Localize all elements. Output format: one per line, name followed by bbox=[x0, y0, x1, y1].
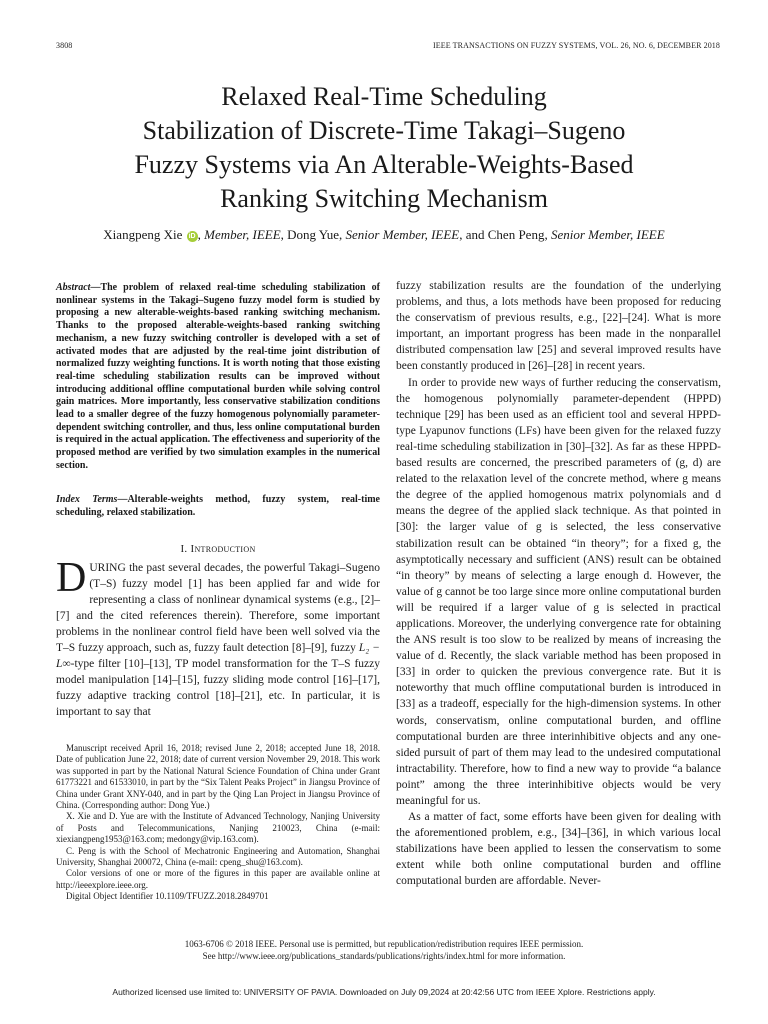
intro-math: L₂ − L∞ bbox=[56, 642, 380, 670]
abstract bbox=[56, 282, 380, 473]
author-1-role: Member, IEEE bbox=[204, 227, 281, 242]
author-sep-1: , bbox=[197, 227, 205, 242]
footnote-affiliation-1: X. Xie and D. Yue are with the Institute of Advanced Technology, Nanjing University of Posts and Telecommunications, Nanjing 210023, China (e-mail: xiexiangpeng1953@163.com; medongy@vip.163.com). bbox=[56, 811, 380, 845]
intro-first-word: URING bbox=[89, 562, 126, 574]
orcid-icon[interactable]: iD bbox=[188, 233, 196, 240]
author-2-name: Dong Yue bbox=[287, 227, 340, 242]
author-3-name: Chen Peng bbox=[487, 227, 545, 242]
index-terms bbox=[56, 494, 380, 519]
author-sep-2: , bbox=[280, 227, 288, 242]
footnote-doi: Digital Object Identifier 10.1109/TFUZZ.2018.2849701 bbox=[66, 891, 269, 902]
index-terms-lead: Index Terms bbox=[56, 494, 118, 505]
abstract-lead: Abstract bbox=[56, 282, 91, 293]
section-heading bbox=[56, 543, 380, 555]
journal-header: IEEE TRANSACTIONS ON FUZZY SYSTEMS, VOL. 26, NO. 6, DECEMBER 2018 bbox=[432, 41, 720, 50]
abstract-text: —The problem of relaxed real-time scheduling stabilization of nonlinear systems in the Takagi–Sugeno fuzzy model form is studied by proposing a new alterable-weights-based ranking switching mechanism. Thanks to the proposed alterable-weights-based ranking switching mechanism, a new fuzzy switching controller is developed with a set of activated modes that are adjusted by the real-time joint distribution of normalized fuzzy weighting functions. It is worth noting that those existing real-time scheduling stabilization results can be improved without introducing additional offline computational burden while solving control gain matrices. More importantly, less conservative stabilization conditions lead to a smaller degree of the fuzzy homogenous polynomially parameter-dependent switching controller, and thus, less online computational burden is required in the actual application. The effectiveness and superiority of the proposed method are verified by two simulation examples in the numerical section. bbox=[56, 282, 380, 471]
footnote-manuscript: Manuscript received April 16, 2018; revised June 2, 2018; accepted June 18, 2018. Date of publication June 22, 2018; date of current version November 29, 2018. This work was supported in part by the National Natural Science Foundation of China under Grant 61773221 and 61533010, in part by the “Six Talent Peaks Project” in Jiangsu Province of China under Grant XNY-040, and in part by the Qing Lan Project in Jiangsu Province of China. (Corresponding author: Dong Yue.) bbox=[56, 743, 380, 811]
drop-cap: D bbox=[56, 555, 87, 601]
author-line bbox=[0, 226, 768, 244]
author-sep-3: , bbox=[339, 227, 346, 242]
section-number: I. bbox=[180, 543, 188, 555]
authorized-use-notice: Authorized licensed use limited to: UNIVERSITY OF PAVIA. Downloaded on July 09,2024 at 20:42:56 UTC from IEEE Xplore. Restrictions apply. bbox=[112, 987, 656, 997]
title-line-1: Relaxed Real-Time Scheduling bbox=[221, 82, 547, 111]
author-sep-4: , and bbox=[459, 227, 488, 242]
author-sep-5: , bbox=[544, 227, 551, 242]
copyright-notice bbox=[0, 939, 768, 962]
copyright-line-2: See http://www.ieee.org/publications_standards/publications/rights/index.html for more information. bbox=[202, 950, 566, 961]
index-terms-text: —Alterable-weights method, fuzzy system, real-time scheduling, relaxed stabilization. bbox=[56, 494, 380, 518]
paper-title bbox=[0, 80, 768, 216]
title-line-2: Stabilization of Discrete-Time Takagi–Sugeno bbox=[142, 116, 626, 145]
right-column bbox=[396, 278, 721, 890]
right-paragraph-2: In order to provide new ways of further reducing the conservatism, the homogenous polynomially parameter-dependent (HPPD) technique [29] has been used as an efficient tool and several HPPD-type Lyapunov functions (LFs) have been given for the relaxed fuzzy real-time scheduling stabilization in [30]–[32]. As far as these HPPD-based results are concerned, the prescribed parameters of (g, d) are related to the relaxation level of the concrete method, where g means the degree of the applied homogenous matrix polynomials and d means the degree of the applied slack technique. As that pointed in [30]: the larger value of g is selected, the less conservative stabilization result can be obtained “in theory”; for a fixed g, the asymptotically necessary and sufficient (ANS) result can be obtained “in theory” by means of selecting a large enough d. However, the value of g cannot be too large since more online computational burden will be required if a larger value of g is selected in practical applications. Moreover, the underlying convergence rate for obtaining the ANS result is too slow to be realized by means of increasing the value of d. Recently, the slack variable method has been proposed in [33] in order to quicken the previous convergence rate. But it is noteworthy that much offline computational burden is introduced in [33] as a tradeoff, especially for the high-dimension systems. In other words, conservatism, online computational burden, and offline computational burden are three interinhibitive objects and any one-sided pursuit of part of them may lead to the undesired computational intractability. Therefore, how to find a new way to provide “a balance point” among the three interinhibitive objects would be very meaningful for us. bbox=[396, 376, 721, 807]
page-number: 3808 bbox=[56, 41, 73, 50]
footnotes bbox=[56, 743, 380, 903]
copyright-line-1: 1063-6706 © 2018 IEEE. Personal use is permitted, but republication/redistribution requires IEEE permission. bbox=[184, 939, 584, 949]
footnote-color-versions: Color versions of one or more of the figures in this paper are available online at http://ieeexplore.ieee.org. bbox=[56, 868, 380, 890]
intro-paragraph bbox=[56, 555, 380, 720]
intro-text-a: the past several decades, the powerful Takagi–Sugeno (T–S) fuzzy model [1] has been applied far and wide for representing a class of nonlinear dynamical systems (e.g., [2]–[7] and the cited references therein). Therefore, some important problems in the nonlinear control field have been well solved via the T–S fuzzy approach, such as, fuzzy fault detection [8]–[9], fuzzy bbox=[56, 562, 380, 654]
section-title: Introduction bbox=[190, 543, 256, 555]
right-paragraph-1: fuzzy stabilization results are the foundation of the underlying problems, and thus, a lots methods have been proposed for reducing the conservatism of previous results, e.g., [22]–[24]. What is more important, an important progress has been made in the nonparallel distributed compensation law [25] and several improved results have been constantly produced in [26]–[28] in recent years. bbox=[396, 280, 721, 373]
title-line-4: Ranking Switching Mechanism bbox=[220, 184, 548, 213]
author-2-role: Senior Member, IEEE bbox=[345, 227, 460, 242]
intro-text-b: -type filter [10]–[13], TP model transformation for the T–S fuzzy model manipulation [14]–[15], fuzzy sliding mode control [16]–[17], fuzzy adaptive tracking control [18]–[21], etc. In particular, it is important to say that bbox=[56, 658, 380, 718]
footnote-affiliation-2: C. Peng is with the School of Mechatronic Engineering and Automation, Shanghai University, Shanghai 200072, China (e-mail: cpeng_shu@163.com). bbox=[56, 845, 380, 868]
title-line-3: Fuzzy Systems via An Alterable-Weights-Based bbox=[134, 150, 634, 179]
author-1-name: Xiangpeng Xie bbox=[103, 227, 183, 242]
author-3-role: Senior Member, IEEE bbox=[550, 227, 665, 242]
right-paragraph-3: As a matter of fact, some efforts have been given for dealing with the aforementioned problem, e.g., [34]–[36], in which various local stabilizations have been applied to lessen the conservatism to some extent while both online computational burden and offline computational burden are affordable. Never- bbox=[396, 811, 721, 888]
